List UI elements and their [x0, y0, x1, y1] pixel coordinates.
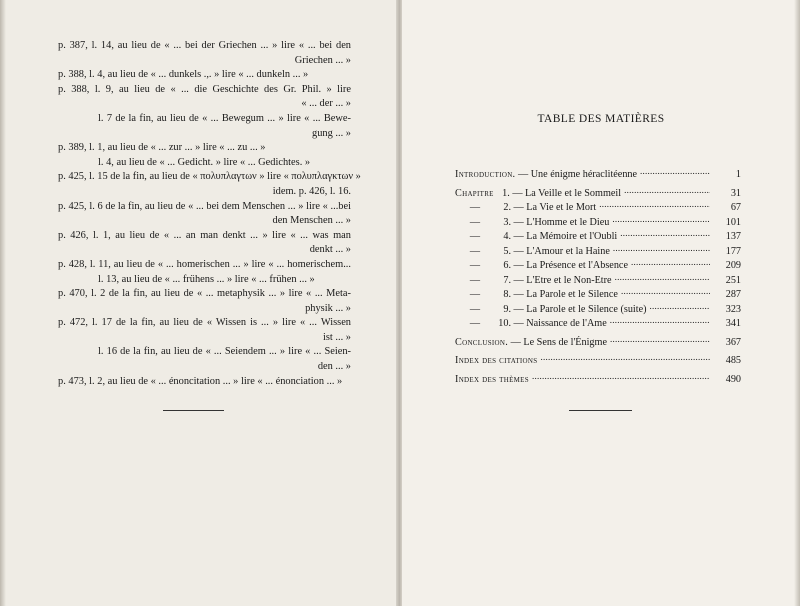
toc-page-number: 31: [730, 187, 741, 199]
toc-leader-dots: [599, 199, 710, 210]
toc-entry: [455, 334, 741, 349]
page-divider-rule: [163, 410, 224, 411]
toc-page-number: 251: [725, 274, 741, 286]
errata-line-text: p. 388, l. 4, au lieu de « ... dunkels .,. » lire « ... dunkeln ... »: [58, 69, 309, 81]
toc-entry-label: [455, 373, 529, 388]
toc-leader-dots: [612, 214, 710, 225]
toc-entry-label: [455, 274, 612, 289]
toc-chapter-prefix: —: [469, 274, 481, 286]
toc-leader-dots: [613, 243, 710, 254]
toc-leader-dots: [610, 315, 710, 326]
toc-chapter-number: 5.: [503, 245, 511, 257]
errata-line: [58, 273, 351, 288]
toc-page-number: 323: [725, 303, 741, 315]
toc-entry: [455, 166, 741, 181]
toc-chapter-number: 6.: [503, 260, 511, 271]
toc-chapter-prefix: —: [469, 202, 481, 213]
toc-entry-label: [455, 288, 618, 303]
errata-line: [58, 97, 351, 112]
toc-chapter-number: 10.: [498, 318, 511, 329]
toc-entry: [455, 228, 741, 243]
toc-entry: [455, 352, 741, 367]
toc-page-number: 137: [725, 231, 741, 242]
toc-entry-label: [455, 216, 609, 231]
toc-chapter-number: 4.: [503, 231, 511, 242]
toc-page-number: 67: [730, 202, 741, 213]
errata-line-text: Griechen ... »: [294, 54, 351, 66]
toc-page-number: 367: [725, 336, 741, 348]
left-page: [0, 0, 398, 606]
errata-line-text: ist ... »: [322, 331, 351, 343]
toc-page-number: 485: [725, 355, 741, 366]
errata-line: [58, 316, 351, 331]
toc-section-name: Introduction.: [455, 169, 516, 180]
errata-line: [58, 243, 351, 258]
toc-chapter-prefix: —: [469, 303, 481, 315]
errata-line-text: p. 472, l. 17 de la fin, au lieu de « Wissen is ... » lire « ... Wissen: [58, 317, 351, 329]
toc-section-name: Index des citations: [455, 355, 538, 366]
toc-entry-title: — L'Amour et la Haine: [513, 245, 610, 257]
errata-line-text: l. 7 de la fin, au lieu de « ... Bewegum ... » lire « ... Bewe-: [98, 112, 351, 124]
errata-line-text: p. 470, l. 2 de la fin, au lieu de « ... metaphysik ... » lire « ... Meta-: [58, 288, 351, 300]
toc-entry-title: — La Veille et le Sommeil: [512, 187, 622, 199]
errata-line-text: p. 473, l. 2, au lieu de « ... énoncitation ... » lire « ... énonciation ... »: [58, 375, 343, 387]
errata-line-text: p. 388, l. 9, au lieu de « ... die Geschichte des Gr. Phil. » lire: [58, 83, 351, 95]
toc-chapter-number: 1.: [502, 187, 510, 199]
errata-line-text: den ... »: [317, 361, 351, 373]
errata-line-text: p. 426, l. 1, au lieu de « ... an man denkt ... » lire « ... was man: [58, 229, 351, 241]
toc-entry: [455, 257, 741, 272]
toc-page-number: 1: [735, 169, 741, 180]
page-edge-shadow: [794, 0, 800, 606]
toc-entry-title: — La Mémoire et l'Oubli: [513, 231, 618, 242]
toc-entry: [455, 214, 741, 229]
toc-leader-dots: [650, 301, 710, 312]
errata-line: [58, 302, 351, 317]
toc-entry-label: [455, 354, 537, 369]
toc-entry-title: — Naissance de l'Ame: [513, 318, 607, 329]
toc-chapter-number: 7.: [503, 274, 511, 286]
errata-line-text: physik ... »: [305, 302, 351, 314]
errata-line: [58, 127, 351, 142]
toc-entry-title: — Le Sens de l'Énigme: [508, 336, 607, 348]
errata-line: [58, 170, 361, 185]
toc-leader-dots: [620, 228, 710, 239]
toc-entry: [455, 272, 741, 287]
toc-leader-dots: [610, 334, 710, 345]
toc-chapter-number: 2.: [503, 202, 511, 213]
toc-leader-dots: [624, 185, 710, 196]
errata-line-text: p. 425, l. 6 de la fin, au lieu de « ... bei dem Menschen ... » lire « ...bei: [58, 200, 351, 212]
toc-chapter-prefix: —: [469, 318, 481, 329]
errata-line-text: p. 428, l. 11, au lieu de « ... homerischen ... » lire « ... homerischem...: [58, 258, 351, 270]
errata-line: [58, 39, 351, 54]
toc-page-number: 209: [725, 260, 741, 271]
errata-line: [58, 54, 351, 69]
toc-section-name: Index des thèmes: [455, 373, 529, 385]
toc-entry-label: [455, 317, 607, 332]
errata-line-text: p. 425, l. 15 de la fin, au lieu de « πολυπλαγτων » lire « πολυπλαγκτων »: [58, 171, 361, 183]
toc-entry: [455, 199, 741, 214]
toc-page-number: 341: [725, 318, 741, 329]
toc-entry-title: — La Parole et le Silence (suite): [513, 303, 647, 315]
toc-entry-title: — L'Etre et le Non-Etre: [513, 274, 612, 286]
toc-chapter-prefix: —: [469, 216, 481, 228]
errata-line: [58, 185, 351, 200]
errata-line-text: gung ... »: [312, 127, 351, 139]
toc-entry-title: — La Parole et le Silence: [513, 289, 618, 300]
toc-chapter-number: 8.: [503, 289, 511, 300]
toc-entry: [455, 315, 741, 330]
toc-entry-label: [455, 201, 596, 216]
toc-section-name: Conclusion.: [455, 336, 509, 348]
toc-entry: [455, 243, 741, 258]
toc-title: TABLE DES MATIÈRES: [537, 113, 665, 125]
page-divider-rule: [569, 410, 632, 411]
toc-chapter-prefix: —: [469, 289, 481, 300]
toc-chapter-prefix: Chapitre: [455, 187, 494, 199]
errata-line: [58, 287, 351, 302]
errata-line: [58, 375, 351, 390]
errata-line: [58, 229, 351, 244]
errata-line-text: l. 13, au lieu de « ... frühens ... » lire « ... frühen ... »: [98, 273, 315, 285]
toc-entry-label: [455, 245, 610, 260]
toc-entry: [455, 286, 741, 301]
toc-chapter-prefix: —: [469, 231, 481, 242]
errata-line: [58, 68, 351, 83]
errata-line-text: idem. p. 426, l. 16.: [272, 185, 351, 197]
toc-page-number: 287: [725, 289, 741, 300]
errata-line: [58, 200, 351, 215]
errata-line: [58, 258, 351, 273]
errata-line-text: l. 16 de la fin, au lieu de « ... Seiendem ... » lire « ... Seien-: [98, 346, 351, 358]
errata-line-text: « ... der ... »: [301, 98, 351, 110]
right-page: [402, 0, 800, 606]
toc-entry-label: [455, 230, 617, 245]
toc-leader-dots: [532, 371, 710, 382]
toc-chapter-number: 9.: [503, 303, 511, 315]
toc-leader-dots: [640, 166, 710, 177]
errata-line: [58, 156, 351, 171]
errata-line: [58, 112, 351, 127]
toc-entry-label: [455, 259, 628, 274]
toc-entry-title: — L'Homme et le Dieu: [513, 216, 610, 228]
errata-line: [58, 141, 351, 156]
errata-line-text: l. 4, au lieu de « ... Gedicht. » lire « ... Gedichtes. »: [98, 156, 311, 168]
toc-chapter-number: 3.: [503, 216, 511, 228]
toc-leader-dots: [540, 352, 710, 363]
toc-page-number: 490: [725, 373, 741, 385]
errata-line-text: p. 387, l. 14, au lieu de « ... bei der Griechen ... » lire « ... bei den: [58, 40, 351, 51]
toc-entry: [455, 301, 741, 316]
errata-line-text: den Menschen ... »: [272, 215, 351, 227]
toc-chapter-prefix: —: [469, 260, 481, 271]
toc-entry-title: — Une énigme héraclitéenne: [515, 169, 638, 180]
toc-chapter-prefix: —: [469, 245, 481, 257]
errata-line: [58, 83, 351, 98]
toc-entry-label: [455, 168, 637, 183]
toc-entry-label: [455, 336, 607, 351]
table-of-contents: [455, 166, 741, 385]
page-edge-shadow: [0, 0, 6, 606]
toc-leader-dots: [631, 257, 710, 268]
errata-line: [58, 214, 351, 229]
toc-entry-label: [455, 187, 621, 202]
toc-entry: [455, 371, 741, 386]
toc-entry: [455, 185, 741, 200]
errata-line: [58, 345, 351, 360]
toc-page-number: 177: [725, 245, 741, 257]
toc-entry-title: — La Vie et le Mort: [513, 202, 597, 213]
errata-line: [58, 360, 351, 375]
errata-line-text: denkt ... »: [309, 244, 351, 256]
toc-leader-dots: [621, 286, 710, 297]
toc-leader-dots: [615, 272, 710, 283]
toc-page-number: 101: [725, 216, 741, 228]
errata-line: [58, 331, 351, 346]
errata-list: [58, 39, 361, 389]
errata-line-text: p. 389, l. 1, au lieu de « ... zur ... » lire « ... zu ... »: [58, 142, 266, 154]
toc-entry-title: — La Présence et l'Absence: [513, 260, 628, 271]
